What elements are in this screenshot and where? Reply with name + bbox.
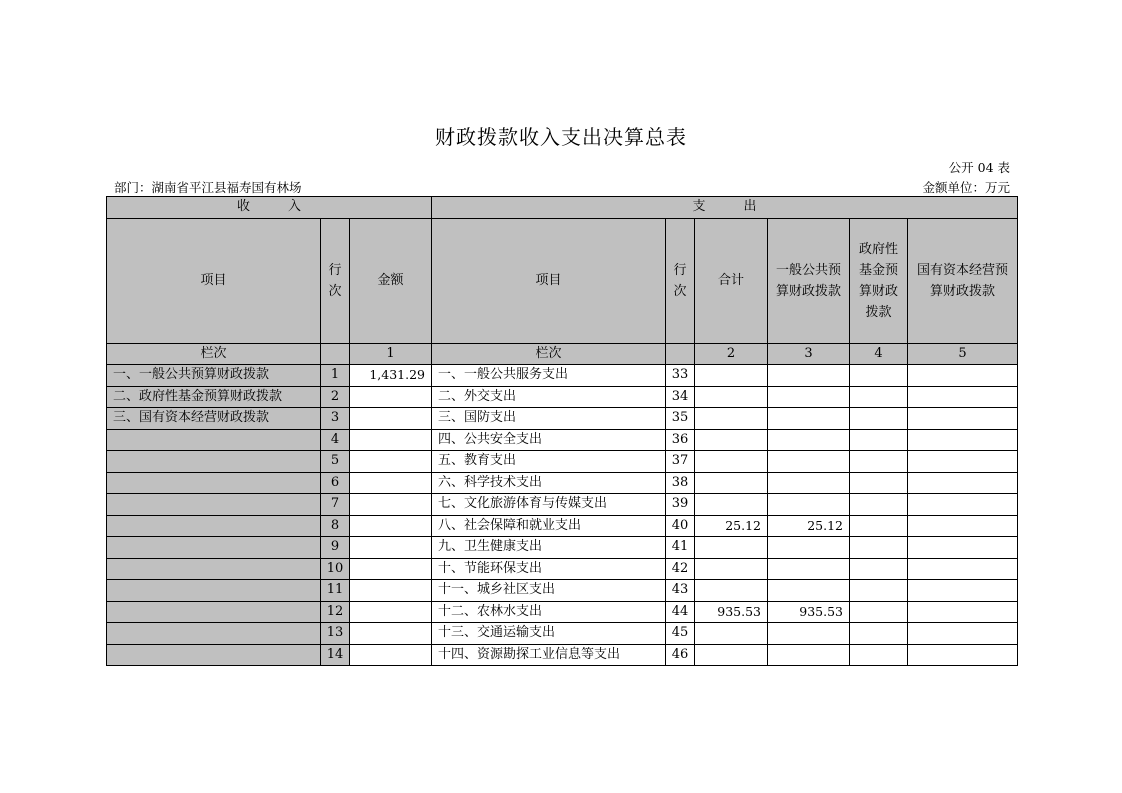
ex-item-cell: 六、科学技术支出 [432, 472, 666, 494]
in-amount-cell [350, 601, 432, 623]
ex-item-cell: 十、节能环保支出 [432, 558, 666, 580]
state-capital-cell [908, 472, 1018, 494]
expense-row-no-header: 行次 [666, 218, 695, 343]
ex-item-cell: 一、一般公共服务支出 [432, 365, 666, 387]
in-amount-cell [350, 515, 432, 537]
table-row [107, 580, 1018, 602]
expense-item-header: 项目 [432, 218, 666, 343]
state-capital-cell [908, 494, 1018, 516]
general-budget-cell [768, 429, 850, 451]
ex-item-cell: 十一、城乡社区支出 [432, 580, 666, 602]
in-amount-cell [350, 429, 432, 451]
in-item-cell [107, 515, 321, 537]
in-amount-cell [350, 580, 432, 602]
general-budget-cell [768, 451, 850, 473]
ex-row-no-cell: 36 [666, 429, 695, 451]
total-cell [695, 623, 768, 645]
gov-fund-cell [850, 623, 908, 645]
in-row-no-cell: 10 [321, 558, 350, 580]
total-cell [695, 537, 768, 559]
state-capital-cell [908, 644, 1018, 666]
ex-row-no-cell: 43 [666, 580, 695, 602]
general-budget-cell [768, 494, 850, 516]
in-item-cell [107, 494, 321, 516]
column-index-expense-label: 栏次 [432, 343, 666, 365]
income-section-header: 收 入 [107, 197, 432, 219]
general-budget-cell [768, 623, 850, 645]
general-budget-cell [768, 472, 850, 494]
ex-item-cell: 五、教育支出 [432, 451, 666, 473]
column-header-row [107, 218, 1018, 343]
ex-item-cell: 三、国防支出 [432, 408, 666, 430]
general-budget-cell [768, 537, 850, 559]
ex-row-no-cell: 37 [666, 451, 695, 473]
ex-item-cell: 七、文化旅游体育与传媒支出 [432, 494, 666, 516]
in-amount-cell [350, 494, 432, 516]
total-cell [695, 494, 768, 516]
table-row [107, 515, 1018, 537]
column-index-label: 栏次 [107, 343, 321, 365]
total-cell [695, 580, 768, 602]
ex-row-no-cell: 38 [666, 472, 695, 494]
in-row-no-cell: 3 [321, 408, 350, 430]
column-index-2: 2 [695, 343, 768, 365]
table-row [107, 472, 1018, 494]
total-cell [695, 644, 768, 666]
state-capital-cell [908, 365, 1018, 387]
ex-item-cell: 十三、交通运输支出 [432, 623, 666, 645]
ex-row-no-cell: 44 [666, 601, 695, 623]
gov-fund-cell [850, 365, 908, 387]
in-item-cell [107, 623, 321, 645]
form-number: 公开 04 表 [948, 160, 1010, 175]
gov-fund-cell [850, 601, 908, 623]
ex-row-no-cell: 42 [666, 558, 695, 580]
table-row [107, 601, 1018, 623]
gov-fund-cell [850, 408, 908, 430]
general-budget-cell [768, 644, 850, 666]
gov-fund-cell [850, 537, 908, 559]
table-row [107, 451, 1018, 473]
column-index-4: 4 [850, 343, 908, 365]
ex-row-no-cell: 39 [666, 494, 695, 516]
state-capital-cell [908, 451, 1018, 473]
in-item-cell [107, 537, 321, 559]
ex-row-no-cell: 46 [666, 644, 695, 666]
ex-item-cell: 十四、资源勘探工业信息等支出 [432, 644, 666, 666]
general-budget-header: 一般公共预算财政拨款 [768, 218, 850, 343]
ex-row-no-cell: 35 [666, 408, 695, 430]
gov-fund-cell [850, 451, 908, 473]
column-index-blank-2 [666, 343, 695, 365]
gov-fund-cell [850, 558, 908, 580]
in-row-no-cell: 13 [321, 623, 350, 645]
in-amount-cell [350, 408, 432, 430]
gov-fund-cell [850, 472, 908, 494]
in-row-no-cell: 14 [321, 644, 350, 666]
total-header: 合计 [695, 218, 768, 343]
table-row [107, 408, 1018, 430]
page-title: 财政拨款收入支出决算总表 [435, 125, 687, 149]
column-index-1: 1 [350, 343, 432, 365]
in-amount-cell [350, 558, 432, 580]
in-item-cell [107, 644, 321, 666]
department-label: 部门：湖南省平江县福寿国有林场 [114, 180, 302, 195]
in-item-cell [107, 472, 321, 494]
in-row-no-cell: 11 [321, 580, 350, 602]
ex-item-cell: 十二、农林水支出 [432, 601, 666, 623]
table-row [107, 537, 1018, 559]
state-capital-cell [908, 408, 1018, 430]
gov-fund-header: 政府性基金预算财政拨款 [850, 218, 908, 343]
income-row-no-header: 行次 [321, 218, 350, 343]
in-item-cell [107, 451, 321, 473]
ex-item-cell: 四、公共安全支出 [432, 429, 666, 451]
table-row [107, 429, 1018, 451]
ex-row-no-cell: 33 [666, 365, 695, 387]
total-cell: 25.12 [695, 515, 768, 537]
total-cell: 935.53 [695, 601, 768, 623]
in-item-cell: 一、一般公共预算财政拨款 [107, 365, 321, 387]
budget-summary-table [106, 196, 1018, 666]
in-amount-cell [350, 537, 432, 559]
state-capital-header: 国有资本经营预算财政拨款 [908, 218, 1018, 343]
total-cell [695, 386, 768, 408]
column-index-blank [321, 343, 350, 365]
section-header-row [107, 197, 1018, 219]
column-index-5: 5 [908, 343, 1018, 365]
state-capital-cell [908, 537, 1018, 559]
in-item-cell [107, 601, 321, 623]
state-capital-cell [908, 429, 1018, 451]
ex-row-no-cell: 41 [666, 537, 695, 559]
gov-fund-cell [850, 386, 908, 408]
in-amount-cell [350, 623, 432, 645]
income-amount-header: 金额 [350, 218, 432, 343]
ex-item-cell: 二、外交支出 [432, 386, 666, 408]
total-cell [695, 451, 768, 473]
in-item-cell [107, 429, 321, 451]
in-item-cell: 二、政府性基金预算财政拨款 [107, 386, 321, 408]
in-item-cell [107, 558, 321, 580]
table-row [107, 558, 1018, 580]
in-row-no-cell: 7 [321, 494, 350, 516]
in-row-no-cell: 2 [321, 386, 350, 408]
amount-unit-label: 金额单位：万元 [922, 180, 1010, 195]
state-capital-cell [908, 558, 1018, 580]
column-index-3: 3 [768, 343, 850, 365]
in-item-cell [107, 580, 321, 602]
general-budget-cell [768, 386, 850, 408]
general-budget-cell: 25.12 [768, 515, 850, 537]
in-amount-cell: 1,431.29 [350, 365, 432, 387]
table-row [107, 365, 1018, 387]
gov-fund-cell [850, 494, 908, 516]
in-amount-cell [350, 451, 432, 473]
in-row-no-cell: 1 [321, 365, 350, 387]
in-amount-cell [350, 386, 432, 408]
state-capital-cell [908, 386, 1018, 408]
table-row [107, 494, 1018, 516]
ex-row-no-cell: 40 [666, 515, 695, 537]
in-row-no-cell: 6 [321, 472, 350, 494]
in-row-no-cell: 12 [321, 601, 350, 623]
in-row-no-cell: 5 [321, 451, 350, 473]
state-capital-cell [908, 580, 1018, 602]
total-cell [695, 408, 768, 430]
in-item-cell: 三、国有资本经营财政拨款 [107, 408, 321, 430]
column-index-row [107, 343, 1018, 365]
table-row [107, 386, 1018, 408]
general-budget-cell [768, 580, 850, 602]
total-cell [695, 365, 768, 387]
general-budget-cell: 935.53 [768, 601, 850, 623]
in-row-no-cell: 4 [321, 429, 350, 451]
expense-section-header: 支 出 [432, 197, 1018, 219]
table-row [107, 644, 1018, 666]
ex-row-no-cell: 45 [666, 623, 695, 645]
ex-item-cell: 八、社会保障和就业支出 [432, 515, 666, 537]
in-amount-cell [350, 644, 432, 666]
ex-row-no-cell: 34 [666, 386, 695, 408]
state-capital-cell [908, 601, 1018, 623]
state-capital-cell [908, 515, 1018, 537]
in-amount-cell [350, 472, 432, 494]
state-capital-cell [908, 623, 1018, 645]
total-cell [695, 558, 768, 580]
income-item-header: 项目 [107, 218, 321, 343]
general-budget-cell [768, 408, 850, 430]
total-cell [695, 472, 768, 494]
in-row-no-cell: 9 [321, 537, 350, 559]
total-cell [695, 429, 768, 451]
gov-fund-cell [850, 515, 908, 537]
gov-fund-cell [850, 429, 908, 451]
general-budget-cell [768, 558, 850, 580]
table-row [107, 623, 1018, 645]
gov-fund-cell [850, 644, 908, 666]
gov-fund-cell [850, 580, 908, 602]
general-budget-cell [768, 365, 850, 387]
ex-item-cell: 九、卫生健康支出 [432, 537, 666, 559]
in-row-no-cell: 8 [321, 515, 350, 537]
